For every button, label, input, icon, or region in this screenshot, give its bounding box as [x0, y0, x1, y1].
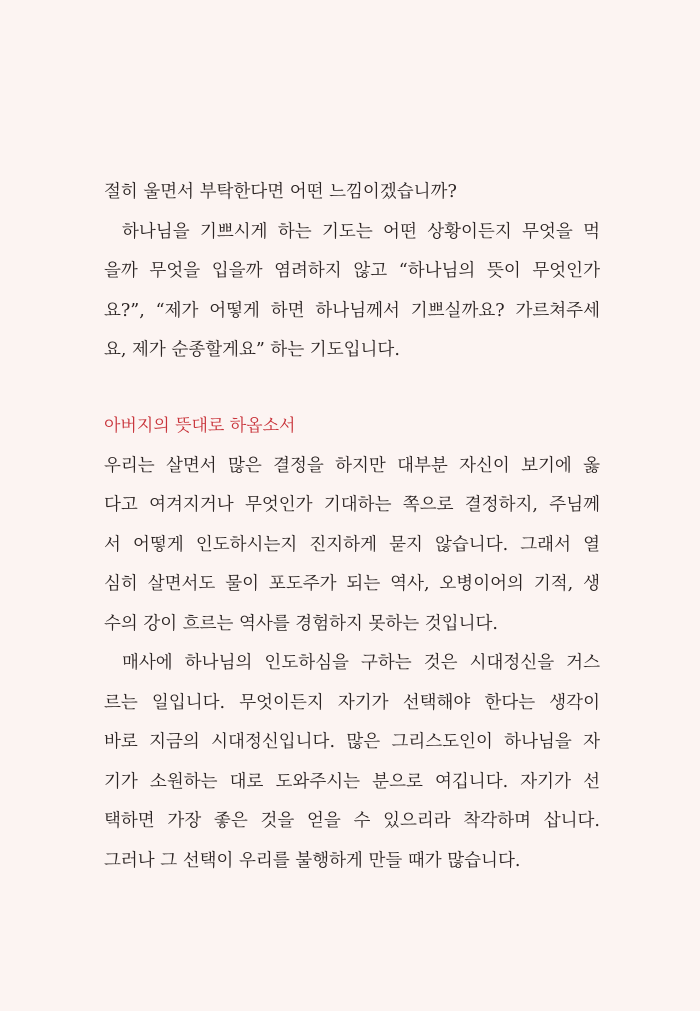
text-line: 르는 일입니다. 무엇이든지 자기가 선택해야 한다는 생각이 [104, 692, 600, 713]
text-line: 그러나 그 선택이 우리를 불행하게 만들 때가 많습니다. [104, 850, 521, 871]
text-line: 절히 울면서 부탁한다면 어떤 느낌이겠습니까? [104, 182, 457, 202]
paragraph-decisions [104, 450, 600, 648]
text-line: 매사에 하나님의 인도하심을 구하는 것은 시대정신을 거스 [122, 653, 600, 673]
text-line: 심히 살면서도 물이 포도주가 되는 역사, 오병이어의 기적, 생 [104, 574, 600, 594]
paragraph-continuation [104, 176, 600, 216]
book-page [104, 176, 600, 884]
text-line: 서 어떻게 인도하시는지 진지하게 묻지 않습니다. 그래서 열 [104, 534, 600, 555]
section-spacer [104, 374, 600, 410]
text-line: 을까 무엇을 입을까 염려하지 않고 “하나님의 뜻이 무엇인가 [104, 261, 600, 281]
text-line: 하나님을 기쁘시게 하는 기도는 어떤 상황이든지 무엇을 먹 [122, 221, 600, 242]
text-line: 요?”, “제가 어떻게 하면 하나님께서 기쁘실까요? 가르쳐주세 [104, 300, 600, 321]
paragraph-zeitgeist [104, 647, 600, 884]
paragraph-prayer [104, 216, 600, 374]
text-line: 우리는 살면서 많은 결정을 하지만 대부분 자신이 보기에 옳 [104, 455, 600, 476]
text-line: 수의 강이 흐르는 역사를 경험하지 못하는 것입니다. [104, 613, 498, 634]
text-line: 택하면 가장 좋은 것을 얻을 수 있으리라 착각하며 삽니다. [104, 811, 600, 831]
section-heading: 아버지의 뜻대로 하옵소서 [104, 415, 296, 436]
text-line: 기가 소원하는 대로 도와주시는 분으로 여깁니다. 자기가 선 [104, 771, 600, 792]
text-line: 바로 지금의 시대정신입니다. 많은 그리스도인이 하나님을 자 [104, 732, 600, 752]
text-line: 다고 여겨지거나 무엇인가 기대하는 쪽으로 결정하지, 주님께 [104, 495, 600, 515]
text-line: 요, 제가 순종할게요” 하는 기도입니다. [104, 340, 400, 360]
